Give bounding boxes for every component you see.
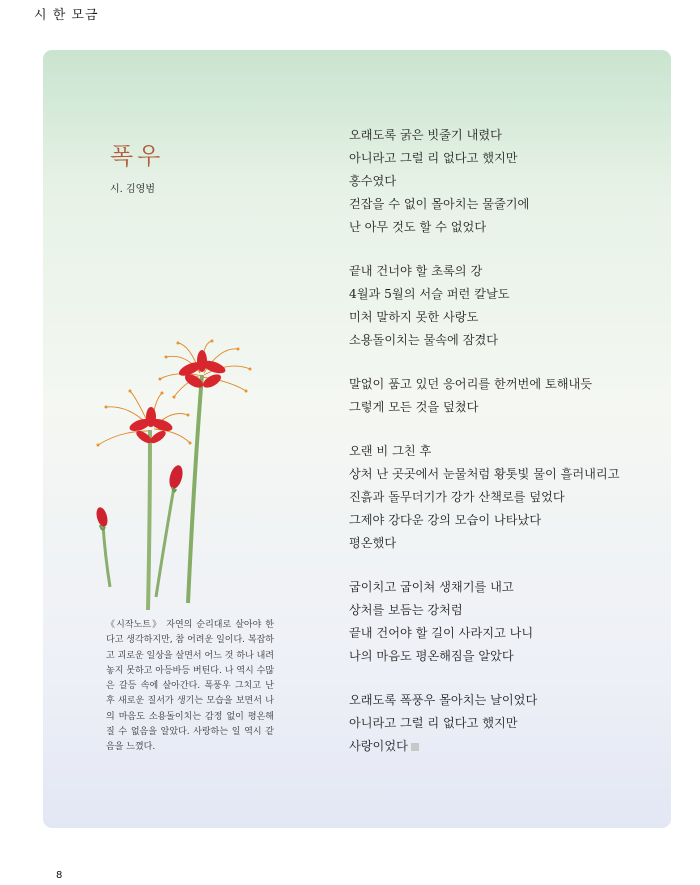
poem-line: 소용돌이치는 물속에 잠겼다 [349, 333, 499, 347]
poem-line: 말없이 품고 있던 응어리를 한꺼번에 토해내듯 [349, 377, 593, 391]
poem-line: 상처를 보듬는 강처럼 [349, 603, 463, 617]
poet-note [106, 618, 274, 756]
poem-line: 그제야 강다운 강의 모습이 나타났다 [349, 513, 542, 527]
poem-line: 끝내 건어야 할 길이 사라지고 나니 [349, 626, 534, 640]
section-header: 시 한 모금 [34, 8, 99, 23]
poem-line: 걷잡을 수 없이 몰아치는 물줄기에 [349, 197, 530, 211]
stanza [349, 373, 669, 419]
poem-line: 나의 마음도 평온해짐을 알았다 [349, 649, 514, 663]
poem-line: 오래도록 굵은 빗줄기 내렸다 [349, 128, 502, 142]
poem-line: 홍수였다 [349, 174, 397, 188]
stanza [349, 124, 669, 239]
poem-author: 시. 김영범 [110, 184, 155, 195]
poem-line-text: 사랑이었다 [349, 739, 408, 753]
red-spider-lily-illustration [90, 335, 260, 617]
poem-line: 상처 난 곳곳에서 눈물처럼 황톳빛 물이 흘러내리고 [349, 467, 620, 481]
page-number: 8 [56, 870, 63, 881]
poem-line: 평온했다 [349, 536, 397, 550]
stanza [349, 689, 669, 758]
poem-line: 4월과 5월의 서슬 퍼런 칼날도 [349, 287, 510, 301]
stanza [349, 576, 669, 668]
poem-line: 아니라고 그럴 리 없다고 했지만 [349, 151, 518, 165]
poem-line: 미처 말하지 못한 사랑도 [349, 310, 479, 324]
note-label: 《시작노트》 [106, 620, 163, 630]
poem-line: 난 아무 것도 할 수 없었다 [349, 220, 487, 234]
poem-line: 아니라고 그럴 리 없다고 했지만 [349, 716, 518, 730]
stanza [349, 440, 669, 555]
poem-line-last [349, 735, 669, 758]
note-text: 자연의 순리대로 살아야 한다고 생각하지만, 참 어려운 일이다. 복잡하고 괴로운 일상을 살면서 어느 것 하나 내려놓지 못하고 아등바등 버틴다. 나 역시 수많은 갈등 속에 살아간다. 폭풍우 그치고 난 후 새로운 질서가 생기는 모습을 보면서 나의 마음도 소용돌이치는 감정 없이 평온해질 수 없음을 알았다. 사랑하는 일 역시 같음을 느꼈다. [106, 620, 274, 753]
poem-line: 오래도록 폭풍우 몰아치는 날이었다 [349, 693, 538, 707]
poem-line: 끝내 건너야 할 초록의 강 [349, 264, 483, 278]
poem-body [349, 124, 669, 779]
poem-line: 굽이치고 굽이쳐 생채기를 내고 [349, 580, 514, 594]
poem-title: 폭우 [110, 142, 165, 170]
poem-line: 오랜 비 그친 후 [349, 444, 432, 458]
end-square-icon [411, 743, 419, 751]
poem-line: 그렇게 모든 것을 덮쳤다 [349, 400, 479, 414]
poem-line: 진흙과 돌무더기가 강가 산책로를 덮었다 [349, 490, 565, 504]
stanza [349, 260, 669, 352]
